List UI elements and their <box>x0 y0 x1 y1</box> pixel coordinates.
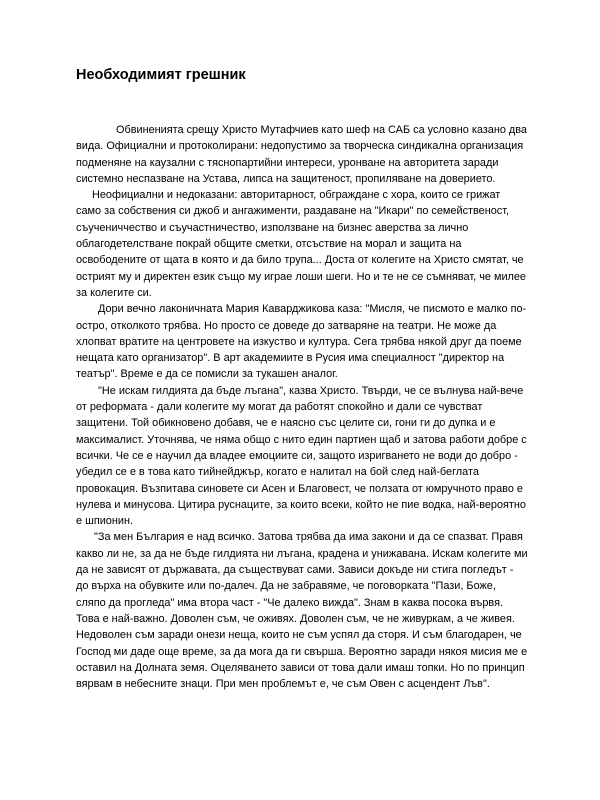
article-title: Необходимият грешник <box>76 67 246 83</box>
paragraph-3: Дори вечно лаконичната Мария Каварджикова каза: "Мисля, че писмото е малко по-остро, отколкото трябва. Но просто се доведе до затваряне на театри. Не може да хлопват вратите на центровете на изкуство и култура. Сега трябва някой друг да поеме нещата като организатор". В арт академиите в Русия има специалност "директор на театър". Време е да се помисли за тукашен аналог. <box>76 303 527 381</box>
paragraph-5: "За мен България е над всичко. Затова трябва да има закони и да се спазват. Правя какво ли не, за да не бъде гилдията ни лъгана, крадена и унижавана. Искам колегите ми да не зависят от държавата, да съществуват сами. Зависи докъде ни стига погледът - до върха на обувките или по-далеч. Да не забравяме, че поговорката "Пази, Боже, сляпо да прогледа" има втора част - "Че далеко вижда". Знам в каква посока вървя. Това е най-важно. Доволен съм, че оживях. Доволен съм, че не живуркам, а че живея. Недоволен съм заради онези неща, които не съм успял да сторя. И съм благодарен, че Господ ми даде още време, за да мога да ги свърша. Вероятно заради някоя мисия ме е оставил на Долната земя. Оцеляването зависи от това дали имаш топки. Но по принцип вярвам в небесните знаци. При мен проблемът е, че съм Овен с асцендент Лъв". <box>76 531 528 691</box>
paragraph-2: Неофициални и недоказани: авторитарност, обграждане с хора, които се грижат само за собствения си джоб и ангажименти, раздаване на "Икари" по семейственост, съучениччество и съучастничество, използване на бизнес аверства за лично облагодетелстване покрай общите сметки, отсъствие на морал и защита на освободените от щата в която и да било трупа... Доста от колегите на Христо смятат, че острият му и директен език също му играе лоши шеги. Но и те не се съмняват, че милее за колегите си. <box>76 189 526 299</box>
article-body <box>76 122 528 692</box>
paragraph-1: Обвиненията срещу Христо Мутафчиев като шеф на САБ са условно казано два вида. Официални и протоколирани: недопустимо за творческа синдикална организация подменяне на каузални с тяснопартийни интереси, уронване на авторитета заради системно неспазване на Устава, липса на защитеност, пропиляване на доверието. <box>76 124 527 185</box>
paragraph-4: "Не искам гилдията да бъде лъгана", казва Христо. Твърди, че се вълнува най-вече от реформата - дали колегите му могат да работят спокойно и дали се чувстват защитени. Той обикновено добавя, че е наясно със целите си, гони ги до дупка и е максималист. Уточнява, че няма общо с нито един партиен щаб и затова работи добре с всички. Че се е научил да владее емоциите си, защото изригването не води до добро - убедил се е в това като тийнейджър, когато е налитал на бой след най-беглата провокация. Възпитава синовете си Асен и Благовест, че ползата от юмручното право е нулева и минусова. Цитира руснаците, за които всеки, който не пие водка, най-вероятно е шпионин. <box>76 384 527 528</box>
